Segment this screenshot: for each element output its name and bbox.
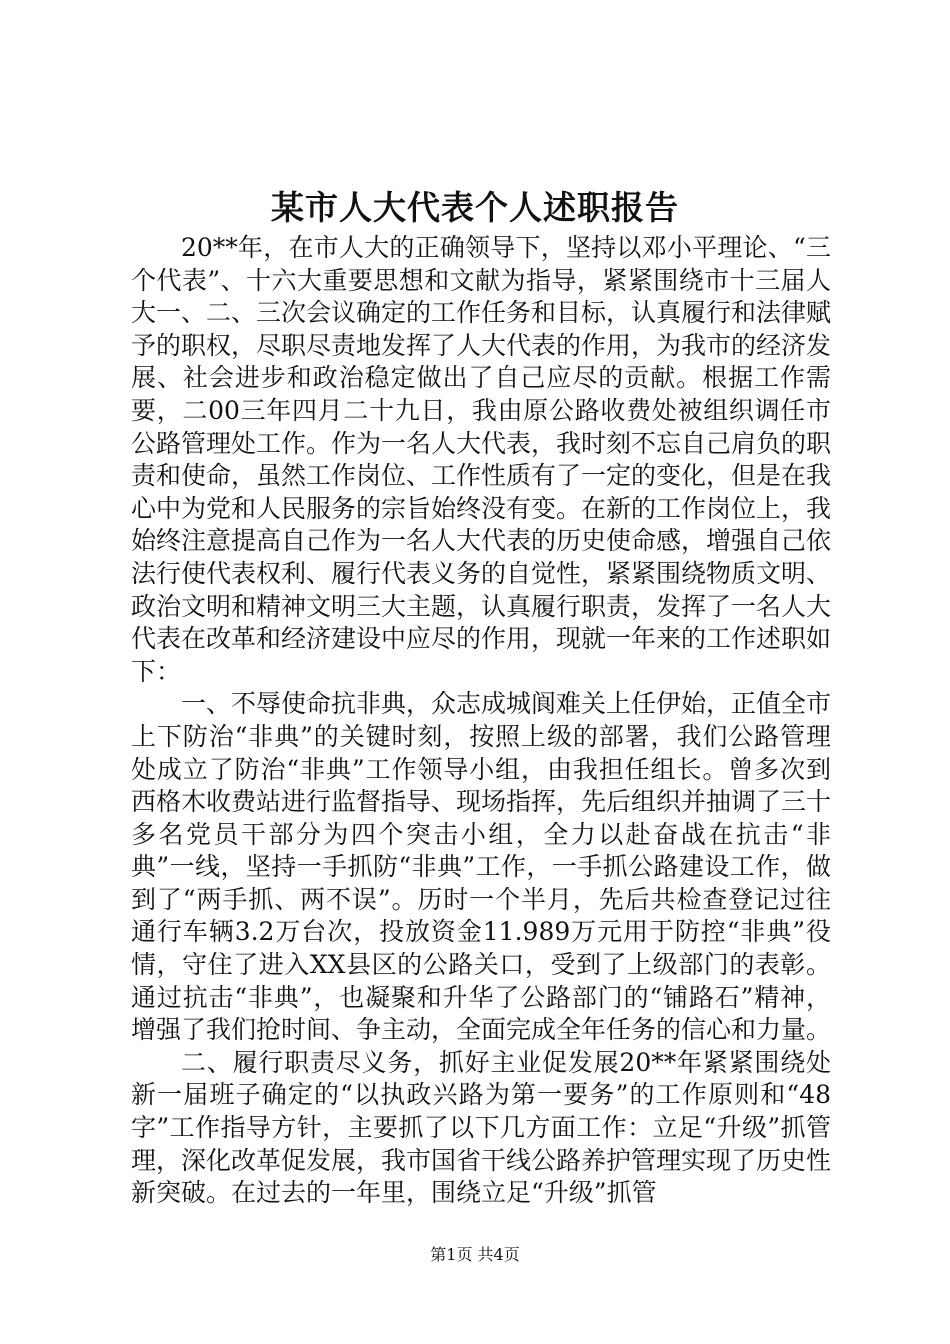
document-title: 某市人大代表个人述职报告: [271, 188, 679, 227]
page-number-footer: 第1页 共4页: [430, 1245, 520, 1264]
paragraph-section-two: 二、履行职责尽义务，抓好主业促发展20**年紧紧围绕处新一届班子确定的“以执政兴路为第一要务”的工作原则和“48字”工作指导方针，主要抓了以下几方面工作：立足“升级”抓管理，深化改革促发展，我市国省干线公路养护管理实现了历史性新突破。在过去的一年里，围绕立足“升级”抓管: [131, 1047, 832, 1208]
document-body: [131, 232, 831, 1210]
paragraph-section-one: 一、不辱使命抗非典，众志成城阆难关上任伊始，正值全市上下防治“非典”的关键时刻，按照上级的部署，我们公路管理处成立了防治“非典”工作领导小组，由我担任组长。曾多次到西格木收费站进行监督指导、现场指挥，先后组织并抽调了三十多名党员干部分为四个突击小组，全力以赴奋战在抗击“非典”一线，坚持一手抓防“非典”工作，一手抓公路建设工作，做到了“两手抓、两不误”。历时一个半月，先后共检查登记过往通行车辆3.2万台次，投放资金11.989万元用于防控“非典”役情，守住了进入XX县区的公路关口，受到了上级部门的表彰。通过抗击“非典”，也凝聚和升华了公路部门的“铺路石”精神，增强了我们抢时间、争主动，全面完成全年任务的信心和力量。: [131, 689, 832, 1045]
paragraph-intro: 20**年，在市人大的正确领导下，坚持以邓小平理论、“三个代表”、十六大重要思想和文献为指导，紧紧围绕市十三届人大一、二、三次会议确定的工作任务和目标，认真履行和法律赋予的职权，尽职尽责地发挥了人大代表的作用，为我市的经济发展、社会进步和政治稳定做出了自己应尽的贡献。根据工作需要，二00三年四月二十九日，我由原公路收费处被组织调任市公路管理处工作。作为一名人大代表，我时刻不忘自己肩负的职责和使命，虽然工作岗位、工作性质有了一定的变化，但是在我心中为党和人民服务的宗旨始终没有变。在新的工作岗位上，我始终注意提高自己作为一名人大代表的历史使命感，增强自己依法行使代表权利、履行代表义务的自觉性，紧紧围绕物质文明、政治文明和精神文明三大主题，认真履行职责，发挥了一名人大代表在改革和经济建设中应尽的作用，现就一年来的工作述职如下：: [131, 233, 832, 686]
